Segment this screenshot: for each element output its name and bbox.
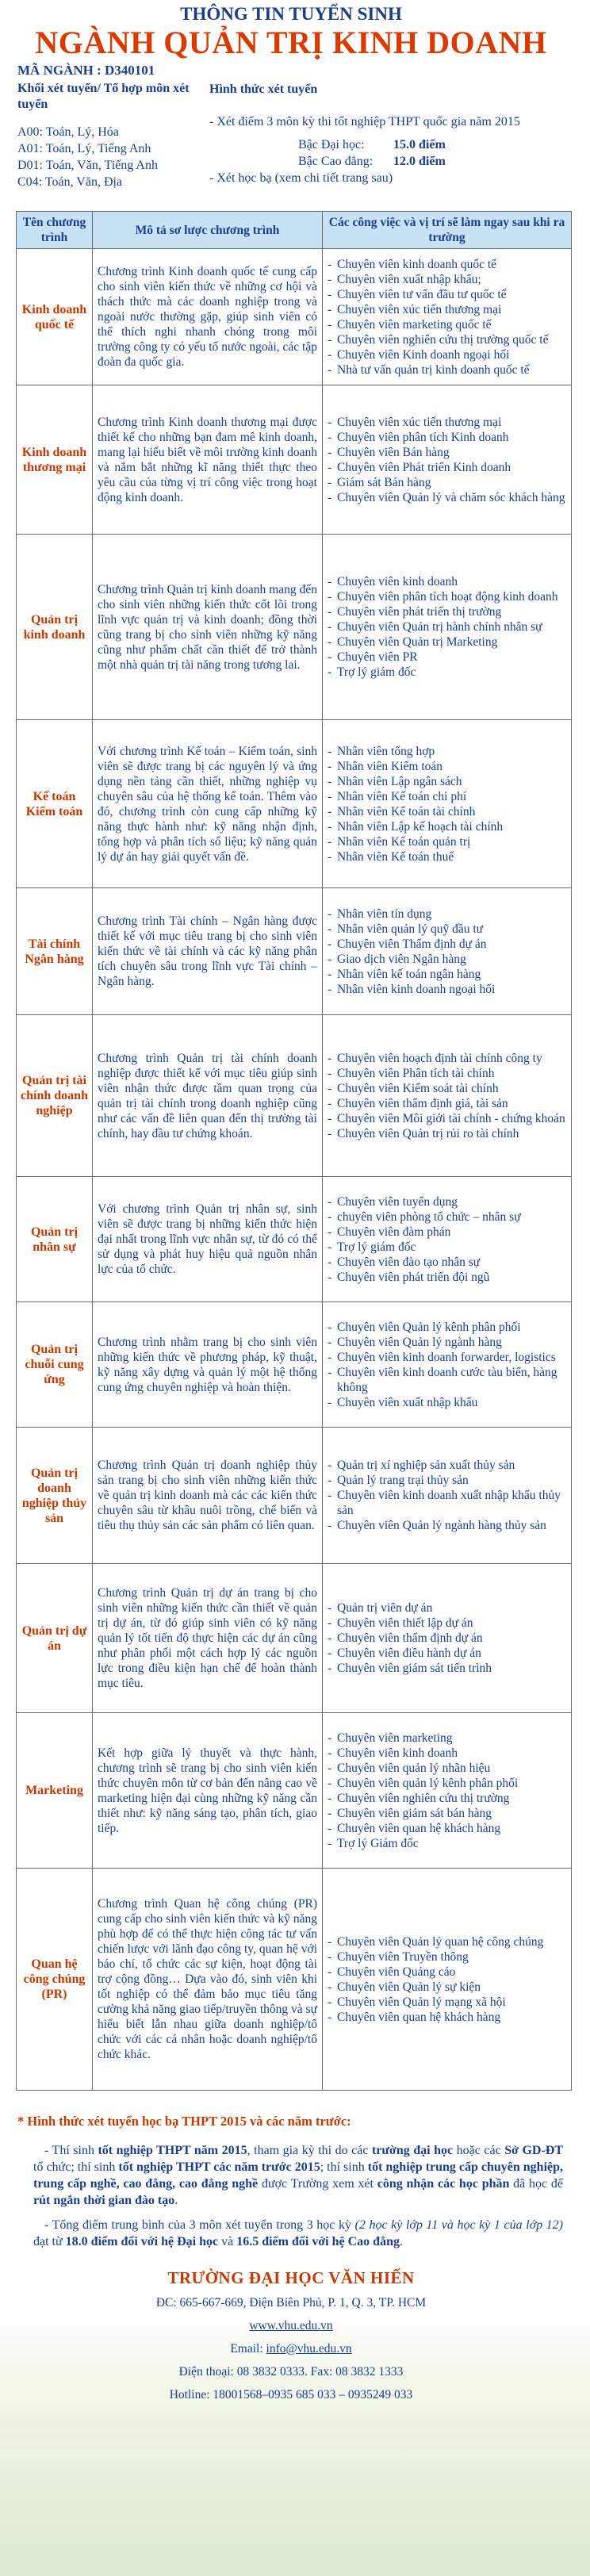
- job-item: - Chuyên viên Quản lý ngành hàng thủy sản: [328, 1518, 566, 1533]
- program-jobs: [323, 1869, 572, 2091]
- major-code: MÃ NGÀNH : D340101: [17, 63, 155, 78]
- job-list: [328, 1934, 566, 2025]
- hocba-method: - Xét học bạ (xem chi tiết trang sau): [209, 171, 393, 185]
- score-list: [298, 136, 569, 170]
- job-item: - Chuyên viên kinh doanh cước tàu biển, hàng không: [328, 1365, 566, 1395]
- job-item: - Chuyên viên quản lý kênh phân phối: [328, 1776, 566, 1791]
- job-item: - Chuyên viên đàm phán: [328, 1225, 566, 1240]
- program-description: Chương trình Kinh doanh thương mại được thiết kế cho những bạn đam mê kinh doanh, mang lại hiểu biết về môi trường kinh doanh và nắm bắt những kĩ năng thiết thực theo yêu cầu của từng vị trí công việc trong hoạt động kinh doanh.: [93, 385, 323, 535]
- job-item: - Nhân viên kinh doanh ngoại hối: [328, 982, 566, 997]
- job-item: - chuyên viên phòng tổ chức – nhân sự: [328, 1209, 566, 1225]
- job-list: [328, 1458, 566, 1533]
- form-label: Hình thức xét tuyển: [209, 82, 318, 96]
- job-item: - Chuyên viên điều hành dự án: [328, 1646, 566, 1661]
- website-link[interactable]: www.vhu.edu.vn: [249, 2319, 333, 2333]
- admission-info: [17, 81, 569, 190]
- program-jobs: [323, 1564, 572, 1713]
- program-name: Quản trị chuỗi cung ứng: [17, 1302, 93, 1428]
- job-item: - Nhân viên Kiểm toán: [328, 759, 566, 774]
- job-item: - Chuyên viên kinh doanh: [328, 1746, 566, 1761]
- email-line: [13, 2340, 569, 2357]
- program-description: Với chương trình Quản trị nhân sự, sinh viên sẽ được trang bị những kiến thức hiện đại nhất trong lĩnh vực nhân sự, từ đó có thể sử dụng và phát huy hiệu quả nguồn nhân lực của tổ chức.: [93, 1177, 323, 1302]
- job-item: - Nhân viên tổng hợp: [328, 744, 566, 759]
- combo-list: [17, 124, 209, 190]
- program-jobs: [323, 385, 572, 535]
- job-list: [328, 744, 566, 864]
- combo-item: A00: Toán, Lý, Hóa: [17, 125, 119, 139]
- program-jobs: [323, 1302, 572, 1428]
- job-item: - Chuyên viên Quản trị hành chính nhân sự: [328, 619, 566, 634]
- university-name: TRƯỜNG ĐẠI HỌC VĂN HIẾN: [167, 2268, 415, 2287]
- job-item: - Chuyên viên đào tạo nhân sự: [328, 1255, 566, 1270]
- table-header-row: [17, 212, 572, 249]
- thpt-method: - Xét điểm 3 môn kỳ thi tốt nghiệp THPT quốc gia năm 2015: [209, 115, 520, 128]
- program-jobs: [323, 249, 572, 385]
- table-body: [17, 249, 572, 2091]
- job-item: - Quản lý trang trại thủy sản: [328, 1473, 566, 1488]
- table-row: [17, 1428, 572, 1564]
- job-item: - Chuyên viên Quản lý kênh phân phối: [328, 1320, 566, 1335]
- job-item: - Chuyên viên giám sát bán hàng: [328, 1806, 566, 1821]
- job-item: - Quản trị viên dự án: [328, 1600, 566, 1616]
- program-description: Chương trình nhằm trang bị cho sinh viên những kiến thức về phương pháp, kỹ thuật, kỹ năng xây dựng và quản lý một hệ thống cung ứng chuyên nghiệp và hoàn thiện.: [93, 1302, 323, 1428]
- program-jobs: [323, 1015, 572, 1177]
- job-item: - Chuyên viên phát triển thị trường: [328, 604, 566, 619]
- combo-item: C04: Toán, Văn, Địa: [17, 175, 123, 189]
- table-row: [17, 1869, 572, 2091]
- job-item: - Chuyên viên giám sát tiến trình: [328, 1661, 566, 1676]
- program-name: Quản trị kinh doanh: [17, 535, 93, 720]
- email-label: Email:: [230, 2342, 266, 2356]
- job-item: - Chuyên viên marketing: [328, 1731, 566, 1746]
- job-item: - Chuyên viên kinh doanh quốc tế: [328, 257, 566, 272]
- job-list: [328, 1194, 566, 1285]
- combo-item: A01: Toán, Lý, Tiếng Anh: [17, 142, 151, 155]
- job-item: - Chuyên viên Bán hàng: [328, 445, 566, 460]
- job-item: - Chuyên viên kinh doanh: [328, 574, 566, 589]
- program-name: Quản trị dự án: [17, 1564, 93, 1713]
- job-item: - Chuyên viên thẩm định giá, tài sản: [328, 1096, 566, 1111]
- combo-item: D01: Toán, Văn, Tiếng Anh: [17, 159, 158, 172]
- job-list: [328, 907, 566, 997]
- job-item: - Quản trị xí nghiệp sản xuất thủy sản: [328, 1458, 566, 1473]
- job-item: - Nhân viên Kế toán quản trị: [328, 834, 566, 849]
- program-jobs: [323, 888, 572, 1015]
- score-label: Bậc Cao đẳng:: [298, 155, 374, 168]
- table-row: [17, 535, 572, 720]
- program-name: Kinh doanh thương mại: [17, 385, 93, 535]
- program-jobs: [323, 1428, 572, 1564]
- table-row: [17, 385, 572, 535]
- header-program: Tên chương trình: [17, 212, 93, 249]
- job-item: - Nhân viên kế toán ngân hàng: [328, 967, 566, 982]
- score-value: 15.0 điểm: [393, 138, 446, 151]
- program-table: [16, 211, 572, 2091]
- job-item: - Chuyên viên hoạch định tài chính công ty: [328, 1051, 566, 1066]
- job-item: - Chuyên viên phát triển đội ngũ: [328, 1270, 566, 1285]
- job-list: [328, 1600, 566, 1676]
- header-jobs: Các công việc và vị trí sẽ làm ngay sau khi ra trường: [323, 212, 572, 249]
- job-item: - Chuyên viên thẩm định dự án: [328, 1631, 566, 1646]
- job-item: - Chuyên viên quản lý nhãn hiệu: [328, 1761, 566, 1776]
- score-row: [298, 153, 569, 170]
- job-item: - Nhân viên Lập kế hoạch tài chính: [328, 819, 566, 834]
- job-item: - Chuyên viên Quảng cáo: [328, 1965, 566, 1980]
- program-jobs: [323, 1177, 572, 1302]
- program-description: Chương trình Quan hệ công chúng (PR) cung cấp cho sinh viên kiến thức và kỹ năng phù hợp để có thể thực hiện công tác tư vấn chiến lược với lãnh đạo công ty, quan hệ với báo chí, tổ chức các sự kiện, hoạt động tài trợ cộng đồng… Dựa vào đó, sinh viên khi tốt nghiệp có thể đảm bảo mục tiêu tăng cường khả năng giao tiếp/truyền thông và sự hiểu biết lẫn nhau giữa doanh nghiệp/tổ chức với các cá nhân hoặc doanh nghiệp/tổ chức khác.: [93, 1869, 323, 2091]
- job-item: - Chuyên viên Phát triển Kinh doanh: [328, 460, 566, 475]
- job-item: - Chuyên viên kinh doanh forwarder, logistics: [328, 1350, 566, 1365]
- job-item: - Chuyên viên marketing quốc tế: [328, 317, 566, 332]
- job-item: - Chuyên viên Kinh doanh ngoại hối: [328, 347, 566, 362]
- admission-forms: [209, 81, 569, 190]
- header-main-title: NGÀNH QUẢN TRỊ KINH DOANH: [35, 25, 547, 60]
- table-row: [17, 1713, 572, 1869]
- job-item: - Chuyên viên nghiên cứu thị trường quốc tế: [328, 332, 566, 347]
- program-jobs: [323, 535, 572, 720]
- job-item: - Chuyên viên xuất nhập khẩu: [328, 1395, 566, 1410]
- job-item: - Giám sát Bán hàng: [328, 475, 566, 490]
- job-item: - Chuyên viên PR: [328, 650, 566, 665]
- phone-line: Điện thoại: 08 3832 0333. Fax: 08 3832 1333: [178, 2365, 404, 2379]
- job-item: - Chuyên viên Quản lý mạng xã hội: [328, 1995, 566, 2010]
- job-item: - Nhân viên Kế toán chi phí: [328, 789, 566, 804]
- admission-blocks: [17, 81, 209, 190]
- header-small-title: THÔNG TIN TUYỂN SINH: [180, 4, 402, 24]
- program-name: Quản trị doanh nghiệp thủy sản: [17, 1428, 93, 1564]
- job-item: - Chuyên viên Quản lý sự kiện: [328, 1980, 566, 1995]
- job-item: - Chuyên viên phân tích hoạt động kinh doanh: [328, 589, 566, 604]
- score-label: Bậc Đại học:: [298, 138, 365, 151]
- program-name: Kinh doanh quốc tế: [17, 249, 93, 385]
- job-item: - Chuyên viên Thẩm định dự án: [328, 937, 566, 952]
- job-item: - Trợ lý giám đốc: [328, 665, 566, 680]
- score-row: [298, 136, 569, 153]
- job-item: - Nhân viên Kế toán tài chính: [328, 804, 566, 819]
- table-row: [17, 249, 572, 385]
- job-item: - Nhà tư vấn quản trị kinh doanh quốc tế: [328, 362, 566, 378]
- program-jobs: [323, 1713, 572, 1869]
- job-item: - Chuyên viên quan hệ khách hàng: [328, 1821, 566, 1836]
- job-item: - Chuyên viên Quản lý và chăm sóc khách hàng: [328, 490, 566, 505]
- score-value: 12.0 điểm: [393, 155, 446, 168]
- job-item: - Chuyên viên xúc tiến thương mại: [328, 415, 566, 430]
- program-description: Chương trình Quản trị tài chính doanh nghiệp được thiết kế với mục tiêu giúp sinh viên nhận thức được tầm quan trọng của quản trị tài chính trong doanh nghiệp cũng như các vấn đề liên quan đến thị trường tài chính, hay đầu tư chứng khoán.: [93, 1015, 323, 1177]
- job-list: [328, 257, 566, 378]
- hocba-eligibility: - Thí sinh tốt nghiệp THPT năm 2015, tham gia kỳ thi do các trường đại học hoặc các Sở GD-ĐT tổ chức; thí sinh tốt nghiệp THPT các năm trước 2015; thí sinh tốt nghiệp trung cấp chuyên nghiệp, trung cấp nghề, cao đẳng, cao đẳng nghề được Trường xem xét công nhận các học phần đã học để rút ngắn thời gian đào tạo.: [33, 2144, 564, 2207]
- job-item: - Chuyên viên phân tích Kinh doanh: [328, 430, 566, 445]
- job-item: - Chuyên viên Quản trị rủi ro tài chính: [328, 1126, 566, 1141]
- job-item: - Chuyên viên nghiên cứu thị trường: [328, 1791, 566, 1806]
- job-list: [328, 1051, 566, 1141]
- table-row: [17, 1177, 572, 1302]
- job-item: - Chuyên viên Quản trị Marketing: [328, 634, 566, 650]
- job-item: - Chuyên viên Môi giới tài chính - chứng khoán: [328, 1111, 566, 1126]
- program-description: Với chương trình Kế toán – Kiểm toán, sinh viên sẽ được trang bị các nguyên lý và ứng dụng nền tảng cần thiết, những nghiệp vụ chuyên sâu của hệ thống kế toán. Thêm vào đó, chương trình còn cung cấp những kỹ năng thực hành như: kỹ năng nhận định, tổng hợp và phân tích số liệu; kỹ năng quản lý dự án hay giải quyết vấn đề.: [93, 720, 323, 888]
- job-item: - Chuyên viên Phân tích tài chính: [328, 1066, 566, 1081]
- program-description: Chương trình Kinh doanh quốc tế cung cấp cho sinh viên kiến thức về những cơ hội và thách thức mà các doanh nghiệp trong và ngoài nước thường gặp, giúp sinh viên có thể thích nghi nhanh chóng trong môi trường công ty có yếu tố nước ngoài, các tập đoàn đa quốc gia.: [93, 249, 323, 385]
- program-description: Chương trình Quản trị doanh nghiệp thủy sản trang bị cho sinh viên những kiến thức về quản trị kinh doanh mà các các kiến thức chuyên sâu từ khâu nuôi trồng, chế biến và tiêu thụ thủy sản các sản phẩm có liên quan.: [93, 1428, 323, 1564]
- job-item: - Chuyên viên xúc tiến thương mại: [328, 302, 566, 317]
- header-description: Mô tả sơ lược chương trình: [93, 212, 323, 249]
- job-item: - Chuyên viên Truyền thông: [328, 1949, 566, 1965]
- program-name: Marketing: [17, 1713, 93, 1869]
- block-label: Khối xét tuyển/ Tổ hợp môn xét tuyển: [17, 82, 190, 111]
- job-item: - Nhân viên Lập ngân sách: [328, 774, 566, 789]
- job-list: [328, 574, 566, 680]
- program-name: Quản trị tài chính doanh nghiệp: [17, 1015, 93, 1177]
- job-item: - Giao dịch viên Ngân hàng: [328, 952, 566, 967]
- table-row: [17, 1302, 572, 1428]
- job-list: [328, 1731, 566, 1851]
- job-item: - Chuyên viên tuyển dụng: [328, 1194, 566, 1209]
- address: ĐC: 665-667-669, Điện Biên Phủ, P. 1, Q. 3, TP. HCM: [155, 2296, 427, 2310]
- program-name: Quan hệ công chúng (PR): [17, 1869, 93, 2091]
- job-list: [328, 415, 566, 505]
- hotline-line: Hotline: 18001568–0935 685 033 – 0935249 033: [169, 2388, 413, 2402]
- job-item: - Trợ lý giám đốc: [328, 1240, 566, 1255]
- hocba-section: [17, 2113, 569, 2250]
- table-row: [17, 1015, 572, 1177]
- hocba-score-rule: - Tổng điểm trung bình của 3 môn xét tuyển trong 3 học kỳ (2 học kỳ lớp 11 và học kỳ 1 của lớp 12) đạt từ 18.0 điểm đối với hệ Đại học và 16.5 điểm đối với hệ Cao đẳng.: [33, 2218, 564, 2248]
- job-item: - Chuyên viên quan hệ khách hàng: [328, 2010, 566, 2025]
- job-item: - Chuyên viên Quản lý quan hệ công chúng: [328, 1934, 566, 1949]
- contact-block: [13, 2267, 569, 2403]
- job-item: - Chuyên viên Quản lý ngành hàng: [328, 1335, 566, 1350]
- email-link[interactable]: info@vhu.edu.vn: [266, 2342, 352, 2356]
- hocba-title: * Hình thức xét tuyển học bạ THPT 2015 và các năm trước:: [17, 2114, 351, 2129]
- table-row: [17, 888, 572, 1015]
- job-item: - Trợ lý Giám đốc: [328, 1836, 566, 1851]
- program-description: Kết hợp giữa lý thuyết và thực hành, chương trình sẽ trang bị cho sinh viên kiến thức chuyên môn từ cơ bản đến nâng cao về marketing hiện đại cùng những kỹ năng cần thiết như: kỹ năng sáng tạo, phân tích, giao tiếp.: [93, 1713, 323, 1869]
- job-item: - Chuyên viên xuất nhập khẩu;: [328, 272, 566, 287]
- job-item: - Chuyên viên kinh doanh xuất nhập khẩu thủy sản: [328, 1488, 566, 1518]
- program-name: Quản trị nhân sự: [17, 1177, 93, 1302]
- job-item: - Nhân viên Kế toán thuế: [328, 849, 566, 864]
- table-row: [17, 720, 572, 888]
- program-name: Tài chính Ngân hàng: [17, 888, 93, 1015]
- program-name: Kế toán Kiểm toán: [17, 720, 93, 888]
- table-row: [17, 1564, 572, 1713]
- job-item: - Chuyên viên thiết lập dự án: [328, 1616, 566, 1631]
- job-item: - Nhân viên quản lý quỹ đầu tư: [328, 922, 566, 937]
- job-item: - Chuyên viên tư vấn đầu tư quốc tế: [328, 287, 566, 302]
- job-item: - Nhân viên tín dụng: [328, 907, 566, 922]
- program-jobs: [323, 720, 572, 888]
- job-item: - Chuyên viên Kiểm soát tài chính: [328, 1081, 566, 1096]
- program-description: Chương trình Tài chính – Ngân hàng được thiết kế với mục tiêu trang bị cho sinh viên kiến thức về tài chính và các kỹ năng phân tích chuyên sâu trong lĩnh vực Tài chính – Ngân hàng.: [93, 888, 323, 1015]
- program-description: Chương trình Quản trị dự án trang bị cho sinh viên những kiến thức cần thiết về quản trị dự án, từ đó giúp sinh viên có kỹ năng quản lý tốt tiến độ thực hiện các dự án cũng như phân phối một cách hợp lý các nguồn lực trong điều kiện hạn chế để hoàn thành mục tiêu.: [93, 1564, 323, 1713]
- job-list: [328, 1320, 566, 1410]
- program-description: Chương trình Quản trị kinh doanh mang đến cho sinh viên những kiến thức cốt lõi trong lĩnh vực quản trị và kinh doanh; đồng thời cũng trang bị cho sinh viên những kỹ năng cũng như phẩm chất cần thiết để trở thành một nhà quản trị tài năng trong tương lai.: [93, 535, 323, 720]
